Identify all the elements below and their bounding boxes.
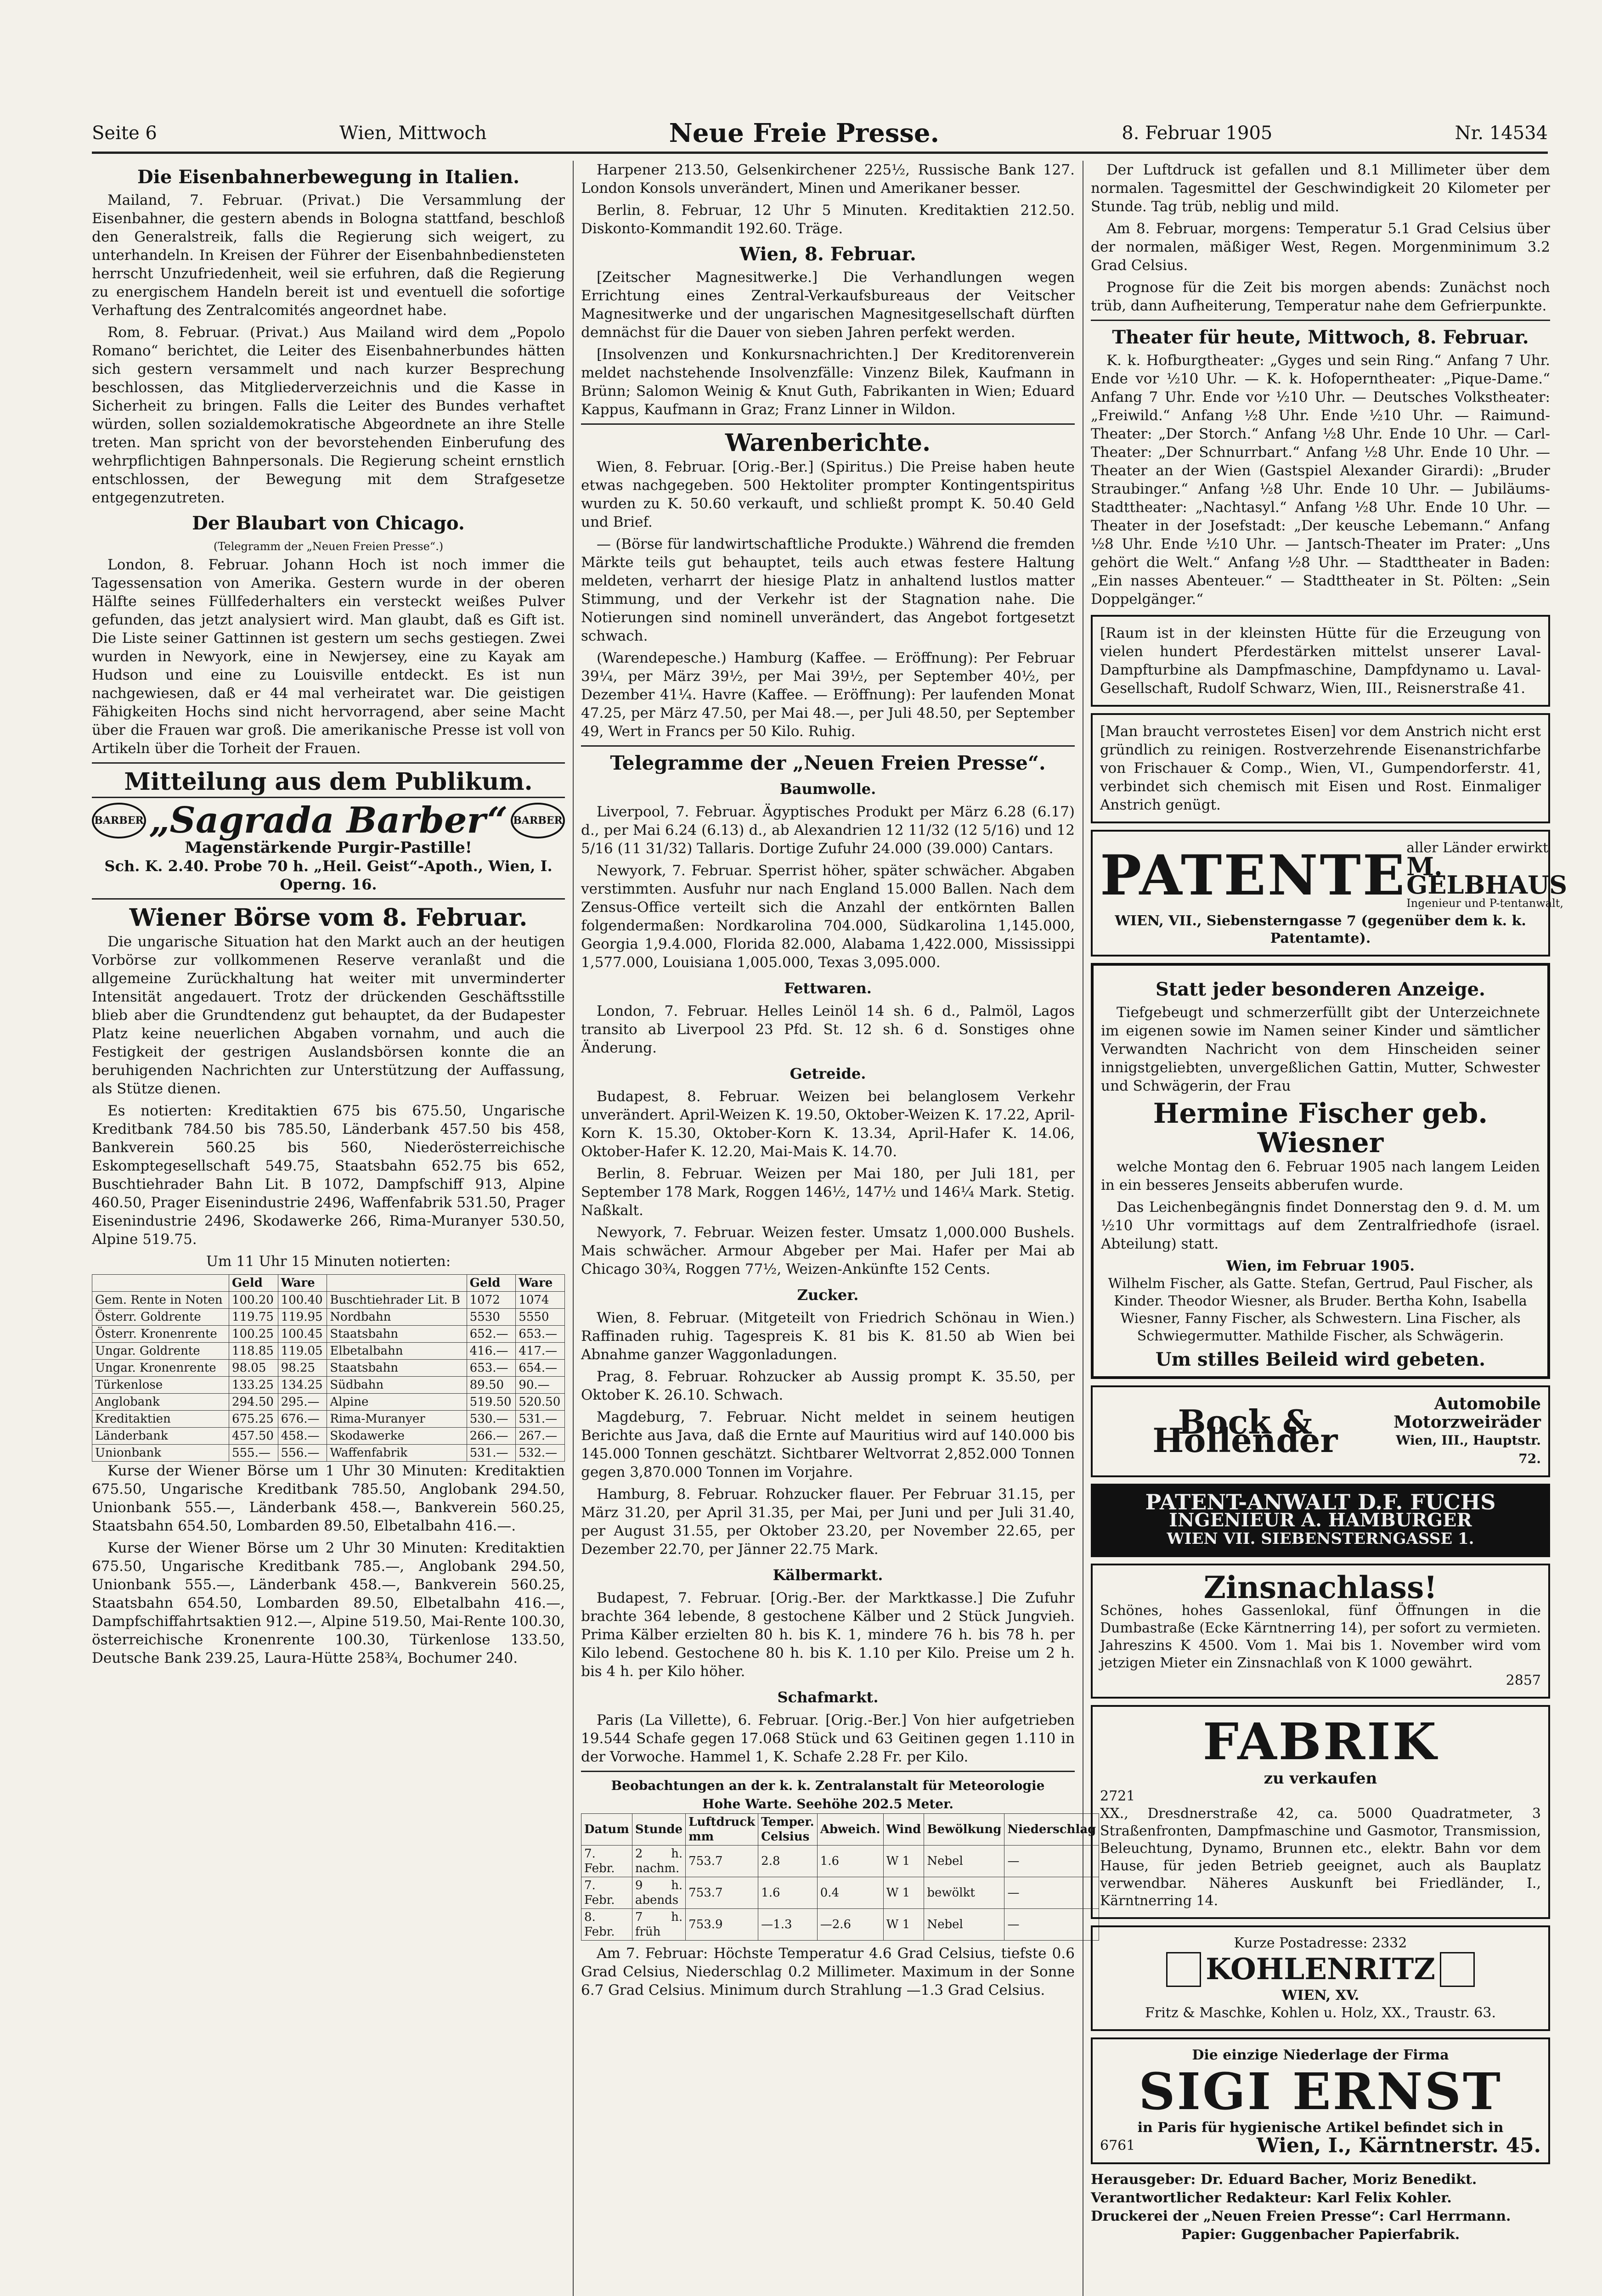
table-cell: 653.— — [467, 1360, 516, 1377]
page-header — [92, 115, 1548, 154]
table-header-cell: Niederschlag — [1004, 1814, 1099, 1846]
table-cell: Nordbahn — [327, 1309, 467, 1326]
table-cell: Kreditaktien — [92, 1411, 229, 1428]
ad-line: Automobile — [1434, 1394, 1541, 1413]
table-header-cell: Bewölkung — [924, 1814, 1004, 1846]
table-cell: 753.7 — [686, 1846, 758, 1877]
ad-title: FABRIK — [1202, 1712, 1438, 1771]
ad-brand: Bock & Hollender — [1152, 1402, 1338, 1460]
notice-footer: Um stilles Beileid wird gebeten. — [1155, 1349, 1486, 1370]
notice-date: Wien, im Februar 1905. — [1226, 1258, 1415, 1274]
table-cell: 118.85 — [229, 1343, 278, 1360]
article-paragraph: Hamburg, 8. Februar. Rohzucker flauer. Per Februar 31.15, per März 31.20, per April 31.35, per Mai, per Juni und per Juli 31.40, per August 31.55, per Oktober 23.20, per November 22.65, per Dezember 22.70, per Jänner 22.75 Mark. — [581, 1486, 1075, 1558]
notice-text: welche Montag den 6. Februar 1905 nach langem Leiden in ein besseres Jenseits abberufen wurde. — [1101, 1159, 1540, 1193]
table-row — [92, 1343, 565, 1360]
article-paragraph: Kurse der Wiener Börse um 2 Uhr 30 Minuten: Kreditaktien 675.50, Ungarische Kreditbank 785.—, Anglobank 294.50, Unionbank 555.—, Länderbank 458.—, Bankverein 560.25, Staatsbahn 654.50, Lombarden 89.50, Elbetalbahn 416.—, Dampfschiffahrtsaktien 912.—, Alpine 519.50, Mai-Rente 100.30, österreichische Kronenrente 100.30, Türkenlose 133.50, Deutsche Bank 239.25, Laura-Hütte 258¾, Bochumer 240. — [92, 1540, 565, 1666]
small-ad — [1091, 713, 1550, 823]
table-cell: Buschtiehrader Lit. B — [327, 1292, 467, 1309]
table-cell: 7. Febr. — [581, 1877, 632, 1909]
divider — [92, 797, 565, 798]
ad-address: WIEN, VII., Siebensterngasse 7 (gegenüber dem k. k. Patentamte). — [1115, 913, 1526, 946]
table-row — [92, 1326, 565, 1343]
place-date: Wien, Mittwoch — [339, 123, 487, 144]
ad-price-line: Sch. K. 2.40. Probe 70 h. „Heil. Geist“-Apoth., Wien, I. Operng. 16. — [104, 857, 553, 893]
table-row — [92, 1411, 565, 1428]
article-paragraph: Wien, 8. Februar. (Mitgeteilt von Friedrich Schönau in Wien.) Raffinaden ruhig. Tagespreis K. 81 bis K. 81.50 ab Wien bei Abnahme ganzer Waggonladungen. — [581, 1310, 1075, 1363]
article-paragraph: Newyork, 7. Februar. Weizen fester. Umsatz 1,000.000 Bushels. Mais schwächer. Armour Abgeber per Mai. Hafer per Mai ab Chicago 30¾, Roggen 77½, Weizen-Ankünfte 152 Cents. — [581, 1224, 1075, 1277]
article-paragraph: Die ungarische Situation hat den Markt auch an der heutigen Vorbörse zur vollkommenen Reserve veranlaßt und die allgemeine Zurückhaltung hat weiter mit unverminderter Intensität angedauert. Trotz der drückenden Geschäftsstille blieb aber die Grundtendenz gut behauptet, da der Budapester Platz keine neuerlichen Abgaben vornahm, und auch die Festigkeit der gestrigen Auslandsbörsen konnte die an beruhigenden Nachrichten zur Unterstützung der Auffassung, als Stütze dienen. — [92, 934, 565, 1097]
table-header-cell — [92, 1275, 229, 1292]
divider — [581, 745, 1075, 747]
column-right — [1091, 161, 1568, 2296]
article-paragraph: Berlin, 8. Februar, 12 Uhr 5 Minuten. Kreditaktien 212.50. Diskonto-Kommandit 192.60. Träge. — [581, 202, 1075, 237]
table-cell: 119.95 — [278, 1309, 327, 1326]
table-cell: 654.— — [516, 1360, 565, 1377]
article-paragraph: [Zeitscher Magnesitwerke.] Die Verhandlungen wegen Errichtung eines Zentral-Verkaufsbureaus der Veitscher Magnesitwerke und der ungarischen Magnesitgesellschaft dürften demnächst für die Dauer von sieben Jahren perfekt werden. — [581, 269, 1075, 341]
table-cell: 1072 — [467, 1292, 516, 1309]
table-header-cell: Ware — [516, 1275, 565, 1292]
table-header-cell: Wind — [883, 1814, 924, 1846]
table-cell: 100.25 — [229, 1326, 278, 1343]
table-row — [92, 1292, 565, 1309]
table-cell: W 1 — [883, 1909, 924, 1941]
article-paragraph: Rom, 8. Februar. (Privat.) Aus Mailand wird dem „Popolo Romano“ berichtet, die Leiter des Eisenbahnerbundes hätten sich gestern versammelt und nach kurzer Besprechung beschlossen, das Mitgliederverzeichnis und die Kasse in Sicherheit zu bringen. Falls die Leiter des Bundes verhaftet würden, sollen sozialdemokratische Abgeordnete an ihre Stelle treten. Man spricht von der bevorstehenden Einberufung des wehrpflichtigen Bahnpersonals. Die Regierung scheint ernstlich entschlossen, der Bewegung mit dem Strafgesetze entgegenzutreten. — [92, 324, 565, 506]
article-paragraph: Harpener 213.50, Gelsenkirchener 225½, Russische Bank 127. London Konsols unverändert, Minen und Amerikaner besser. — [581, 162, 1075, 197]
table-cell: Österr. Kronenrente — [92, 1326, 229, 1343]
ad-line: Kurze Postadresse: 2332 — [1234, 1935, 1407, 1951]
article-paragraph: Budapest, 8. Februar. Weizen bei belanglosem Verkehr unverändert. April-Weizen K. 19.50, Oktober-Weizen K. 17.22, April-Korn K. 15.30, Oktober-Korn K. 13.34, April-Hafer K. 14.06, Oktober-Hafer K. 12.20, Mai-Mais K. 14.70. — [581, 1088, 1075, 1160]
table-cell: 295.— — [278, 1394, 327, 1411]
table-cell: 0.4 — [817, 1877, 883, 1909]
patente-ad — [1091, 830, 1568, 957]
subsection-title: Kälbermarkt. — [773, 1566, 883, 1584]
column-middle — [581, 161, 1096, 2296]
article-paragraph: Es notierten: Kreditaktien 675 bis 675.50, Ungarische Kreditbank 784.50 bis 785.50, Länderbank 457.50 bis 458, Bankverein 560.25 bis 560, Niederösterreichische Eskomptegesellschaft 549.75, Staatsbahn 652.75 bis 652, Buschtiehrader Bahn Lit. B 1072, Dampfschiff 913, Alpine 460.50, Prager Eisenindustrie 2496, Waffenfabrik 531.50, Prager Eisenindustrie 2496, Skodawerke 266, Rima-Muranyer 530.50, Alpine 519.75. — [92, 1103, 565, 1248]
weather-table-subtitle: Hohe Warte. Seehöhe 202.5 Meter. — [702, 1796, 953, 1812]
ad-title: Zinsnachlass! — [1203, 1570, 1438, 1605]
ad-brand: PATENTE — [1100, 843, 1407, 908]
zinsnachlass-ad — [1091, 1564, 1550, 1699]
table-cell: 530.— — [467, 1411, 516, 1428]
table-cell: 8. Febr. — [581, 1909, 632, 1941]
article-paragraph: Der Luftdruck ist gefallen und 8.1 Millimeter über dem normalen. Tagesmittel der Geschwindigkeit 20 Kilometer per Stunde. Tag trüb, neblig und mild. — [1091, 162, 1550, 215]
ad-number: 2857 — [1506, 1672, 1541, 1688]
table-cell: Nebel — [924, 1909, 1004, 1941]
divider — [92, 762, 565, 764]
table-cell: 457.50 — [229, 1428, 278, 1445]
hammer-icon — [1166, 1952, 1201, 1987]
divider — [1091, 320, 1550, 321]
ad-subtitle: zu verkaufen — [1264, 1769, 1377, 1788]
table-cell: Elbetalbahn — [327, 1343, 467, 1360]
table-cell: Türkenlose — [92, 1377, 229, 1394]
article-paragraph: Budapest, 7. Februar. [Orig.-Ber. der Marktkasse.] Die Zufuhr brachte 364 lebende, 8 gestochene Kälber und 2 Stück Jungvieh. Prima Kälber erzielten 80 h. bis K. 1, mindere 76 h. bis 78 h. per Kilo lebend. Gestochene 80 h. bis K. 1.10 per Kilo. Preise um 2 h. bis 4 h. per Kilo höher. — [581, 1590, 1075, 1680]
weather-table — [581, 1813, 1099, 1941]
ad-brand: „Sagrada Barber“ — [149, 799, 508, 841]
table-header-cell: Geld — [229, 1275, 278, 1292]
ad-address: WIEN VII. SIEBENSTERNGASSE 1. — [1167, 1530, 1474, 1548]
subsection-title: Zucker. — [797, 1286, 859, 1304]
issue-date: 8. Februar 1905 — [1122, 123, 1273, 144]
table-cell: Unionbank — [92, 1445, 229, 1462]
kohlenritz-ad — [1091, 1925, 1550, 2031]
ad-line: Die einzige Niederlage der Firma — [1192, 2047, 1449, 2063]
divider — [581, 1771, 1075, 1772]
table-cell: Österr. Goldrente — [92, 1309, 229, 1326]
imprint-line: Druckerei der „Neuen Freien Presse“: Carl Herrmann. — [1091, 2208, 1511, 2224]
divider — [92, 898, 565, 900]
section-title: Wiener Börse vom 8. Februar. — [129, 904, 528, 932]
table-cell: 458.— — [278, 1428, 327, 1445]
article-paragraph: Newyork, 7. Februar. Sperrist höher, später schwächer. Abgaben verstimmten. Ausfuhr nur nach England 15.000 Ballen. Nach dem Zensus-Office verteilt sich die Anzahl der entkörnten Ballen folgendermaßen: Nordkarolina 704.000, Südkarolina 1,145.000, Georgia 1,9.4.000, Florida 82.000, Alabama 1,422.000, Mississippi 1,577.000, Louisiana 1,005.000, Texas 3,095.000. — [581, 862, 1075, 971]
column-left — [92, 161, 565, 2296]
table-cell: W 1 — [883, 1846, 924, 1877]
table-cell: 676.— — [278, 1411, 327, 1428]
ad-line: Fritz & Maschke, Kohlen u. Holz, XX., Traustr. 63. — [1145, 2005, 1496, 2021]
table-header-cell: Temper. Celsius — [758, 1814, 818, 1846]
table-header-cell: Ware — [278, 1275, 327, 1292]
table-row — [92, 1360, 565, 1377]
table-cell: 5550 — [516, 1309, 565, 1326]
table-cell: 532.— — [516, 1445, 565, 1462]
ad-number: 2721 — [1100, 1788, 1135, 1804]
table-row — [581, 1909, 1099, 1941]
ad-line: INGENIEUR A. HAMBURGER — [1169, 1509, 1472, 1531]
article-paragraph: Liverpool, 7. Februar. Ägyptisches Produkt per März 6.28 (6.17) d., per Mai 6.24 (6.13) d., ab Alexandrien 12 11/32 (12 5/16) und 12 5/16 (11 31/32) Tallaris. Dortige Zufuhr 24.000 (39.000) Cantars. — [581, 804, 1075, 857]
table-cell: — — [1004, 1846, 1099, 1877]
imprint-line: Papier: Guggenbacher Papierfabrik. — [1181, 2227, 1460, 2243]
section-title: Theater für heute, Mittwoch, 8. Februar. — [1112, 326, 1529, 348]
table-cell: — — [1004, 1877, 1099, 1909]
table-cell: 555.— — [229, 1445, 278, 1462]
small-ad — [1091, 615, 1550, 707]
notice-signatures: Wilhelm Fischer, als Gatte. Stefan, Gertrud, Paul Fischer, als Kinder. Theodor Wiesner, als Bruder. Bertha Kohn, Isabella Wiesner, Fanny Fischer, als Schwestern. Lina Fischer, als Schwiegermutter. Mathilde Fischer, als Schwägerin. — [1108, 1276, 1533, 1344]
table-caption: Um 11 Uhr 15 Minuten notierten: — [206, 1253, 451, 1270]
hammer-icon — [1440, 1952, 1475, 1987]
table-cell: 133.25 — [229, 1377, 278, 1394]
article-paragraph: — (Börse für landwirtschaftliche Produkte.) Während die fremden Märkte teils gut behauptet, teils auch etwas festere Haltung meldeten, verharrt der hiesige Platz in anhaltend lustlos matter Stimmung, und der Verkehr ist der Stagnation nahe. Die Notierungen sind nominell unverändert, das Angebot fortgesetzt schwach. — [581, 536, 1075, 644]
ad-line: Motorzweiräder — [1393, 1412, 1541, 1432]
column-divider — [573, 161, 574, 2296]
imprint-line: Verantwortlicher Redakteur: Karl Felix Kohler. — [1091, 2190, 1452, 2206]
issue-number: Nr. 14534 — [1455, 123, 1548, 144]
weather-table-title: Beobachtungen an der k. k. Zentralanstalt für Meteorologie — [611, 1778, 1045, 1793]
table-cell: 98.25 — [278, 1360, 327, 1377]
table-cell: Rima-Muranyer — [327, 1411, 467, 1428]
article-subtitle: (Telegramm der „Neuen Freien Presse“.) — [213, 540, 444, 553]
table-cell: 7. Febr. — [581, 1846, 632, 1877]
ad-line: PATENT-ANWALT D.F. FUCHS — [1145, 1490, 1496, 1514]
article-paragraph: Magdeburg, 7. Februar. Nicht meldet in seinem heutigen Berichte aus Java, daß die Ernte auf Mauritius wird auf 140.000 bis 145.000 Tonnen geschätzt. Sichtbarer Weltvorrat 2,852.000 Tonnen gegen 3,870.000 Tonnen im Vorjahre. — [581, 1409, 1075, 1480]
section-title: Telegramme der „Neuen Freien Presse“. — [610, 752, 1046, 774]
ad-name: M. GELBHAUS — [1406, 852, 1568, 900]
table-header-row — [92, 1275, 565, 1292]
table-cell: Waffenfabrik — [327, 1445, 467, 1462]
notice-text: Tiefgebeugt und schmerzerfüllt gibt der Unterzeichnete im eigenen sowie im Namen seiner Kinder und sämtlicher Verwandten Nachricht von dem Hinscheiden seiner innigstgeliebten, unvergeßlichen Gattin, Mutter, Schwester und Schwägerin, der Frau — [1101, 1004, 1540, 1094]
table-cell: 1.6 — [817, 1846, 883, 1877]
article-paragraph: Kurse der Wiener Börse um 1 Uhr 30 Minuten: Kreditaktien 675.50, Ungarische Kreditbank 785.50, Anglobank 294.50, Unionbank 555.—, Länderbank 458.—, Bankverein 560.25, Staatsbahn 654.50, Lombarden 89.50, Elbetalbahn 416.—. — [92, 1463, 565, 1534]
theater-listing: K. k. Hofburgtheater: „Gyges und sein Ring.“ Anfang 7 Uhr. Ende vor ½10 Uhr. — K. k. Hofoperntheater: „Pique-Dame.“ Anfang 7 Uhr. Ende vor ½10 Uhr. — Deutsches Volkstheater: „Freiwild.“ Anfang ½8 Uhr. Ende ½10 Uhr. — Raimund-Theater: „Der Storch.“ Anfang ½8 Uhr. Ende 10 Uhr. — Carl-Theater: „Der Schnurrbart.“ Anfang ½8 Uhr. Ende 10 Uhr. — Theater an der Wien (Gastspiel Alexander Girardi): „Bruder Straubinger.“ Anfang ½8 Uhr. Ende 10 Uhr. — Jubiläums-Stadttheater: „Nachtasyl.“ Anfang ½8 Uhr. Ende 10 Uhr. — Theater in der Josefstadt: „Der keusche Lebemann.“ Anfang ½8 Uhr. Ende ½10 Uhr. — Jantsch-Theater im Prater: „Uns gehört die Welt.“ Anfang ½8 Uhr. — Stadttheater in Baden: „Ein nasses Abenteuer.“ — Stadttheater in St. Pölten: „Sein Doppelgänger.“ — [1091, 352, 1550, 608]
table-cell: Nebel — [924, 1846, 1004, 1877]
table-cell: 89.50 — [467, 1377, 516, 1394]
table-cell: Staatsbahn — [327, 1360, 467, 1377]
table-row — [581, 1846, 1099, 1877]
table-row — [92, 1309, 565, 1326]
table-cell: 1074 — [516, 1292, 565, 1309]
table-cell: —1.3 — [758, 1909, 818, 1941]
ad-text: Schönes, hohes Gassenlokal, fünf Öffnungen in die Dumbastraße (Ecke Kärntnerring 14), per sofort zu vermieten. Jahreszins K 4500. Vom 1. Mai bis 1. November wird vom jetzigen Mieter ein Zinsnachlaß von K 1000 gewährt. — [1100, 1603, 1541, 1671]
table-header-cell: Abweich. — [817, 1814, 883, 1846]
table-cell: —2.6 — [817, 1909, 883, 1941]
subsection-title: Schafmarkt. — [777, 1688, 879, 1706]
ad-claim: Magenstärkende Purgir-Pastille! — [185, 838, 472, 857]
ad-number: 6761 — [1100, 2138, 1135, 2154]
table-cell: 653.— — [516, 1326, 565, 1343]
table-cell: 119.75 — [229, 1309, 278, 1326]
ad-text: XX., Dresdnerstraße 42, ca. 5000 Quadratmeter, 3 Straßenfronten, Dampfmaschine und Gasmotor, Transmission, Beleuchtung, Dynamo, Brunnen etc., elektr. Bahn vor dem Hause, für jeden Betrieb geeignet, auch als Bauplatz verwendbar. Näheres Auskunft bei Friedländer, I., Kärntnerring 14. — [1100, 1806, 1541, 1909]
ad-address: Wien, III., Hauptstr. 72. — [1396, 1433, 1541, 1466]
page-number: Seite 6 — [92, 123, 157, 144]
ad-address: WIEN, XV. — [1281, 1987, 1359, 2003]
section-title: Mitteilung aus dem Publikum. — [124, 768, 533, 796]
table-cell: 266.— — [467, 1428, 516, 1445]
notice-title: Statt jeder besonderen Anzeige. — [1156, 979, 1485, 1000]
table-cell: Ungar. Kronenrente — [92, 1360, 229, 1377]
imprint — [1091, 2171, 1550, 2244]
table-cell: Skodawerke — [327, 1428, 467, 1445]
ad-text: [Man braucht verrostetes Eisen] vor dem Anstrich nicht erst gründlich zu reinigen. Rostverzehrende Eisenanstrichfarbe von Frischauer & Comp., Wien, VI., Gumpendorferstr. 41, verbindet sich chemisch mit Eisen und Rost. Einmaliger Anstrich genügt. — [1100, 723, 1541, 813]
table-cell: 556.— — [278, 1445, 327, 1462]
ad-brand: SIGI ERNST — [1139, 2062, 1502, 2121]
table-cell: 652.— — [467, 1326, 516, 1343]
table-cell: 1.6 — [758, 1877, 818, 1909]
divider — [581, 423, 1075, 425]
table-cell: 267.— — [516, 1428, 565, 1445]
ad-line: Ingenieur und P-tentanwalt, — [1406, 897, 1564, 910]
section-title: Warenberichte. — [725, 429, 931, 457]
table-header-cell: Datum — [581, 1814, 632, 1846]
table-cell: Südbahn — [327, 1377, 467, 1394]
table-header-cell — [327, 1275, 467, 1292]
bock-hollender-ad — [1091, 1385, 1550, 1477]
notice-name: Hermine Fischer geb. Wiesner — [1153, 1097, 1488, 1159]
table-cell: bewölkt — [924, 1877, 1004, 1909]
article-paragraph: Prag, 8. Februar. Rohzucker ab Aussig prompt K. 35.50, per Oktober K. 26.10. Schwach. — [581, 1368, 1075, 1403]
table-row — [92, 1394, 565, 1411]
article-title: Der Blaubart von Chicago. — [192, 512, 465, 534]
table-cell: 753.7 — [686, 1877, 758, 1909]
table-cell: 5530 — [467, 1309, 516, 1326]
table-cell: Ungar. Goldrente — [92, 1343, 229, 1360]
table-cell: Staatsbahn — [327, 1326, 467, 1343]
table-row — [92, 1445, 565, 1462]
barber-logo-icon: BARBER — [511, 803, 565, 838]
table-header-row — [581, 1814, 1099, 1846]
table-cell: — — [1004, 1909, 1099, 1941]
table-cell: 134.25 — [278, 1377, 327, 1394]
sigi-ernst-ad — [1091, 2037, 1550, 2164]
article-paragraph: (Warendepesche.) Hamburg (Kaffee. — Eröffnung): Per Februar 39¼, per März 39½, per Mai 39½, per September 40½, per Dezember 41¼. Havre (Kaffee. — Eröffnung): Per laufenden Monat 47.25, per März 47.50, per Mai 48.—, per Juli 48.50, per September 49, Wert in Francs per 50 Kilo. Ruhig. — [581, 650, 1075, 740]
ad-line: in Paris für hygienische Artikel befindet sich in — [1137, 2120, 1504, 2136]
table-row — [581, 1877, 1099, 1909]
article-title: Die Eisenbahnerbewegung in Italien. — [137, 166, 520, 188]
table-cell: 417.— — [516, 1343, 565, 1360]
table-cell: 531.— — [516, 1411, 565, 1428]
sagrada-ad — [92, 799, 565, 894]
table-cell: 100.45 — [278, 1326, 327, 1343]
table-cell: Anglobank — [92, 1394, 229, 1411]
table-cell: 294.50 — [229, 1394, 278, 1411]
table-cell: Gem. Rente in Noten — [92, 1292, 229, 1309]
ad-brand: KOHLENRITZ — [1206, 1952, 1435, 1986]
table-header-cell: Geld — [467, 1275, 516, 1292]
table-cell: W 1 — [883, 1877, 924, 1909]
table-cell: Alpine — [327, 1394, 467, 1411]
death-notice — [1091, 963, 1550, 1379]
article-paragraph: London, 7. Februar. Helles Leinöl 14 sh. 6 d., Palmöl, Lagos transito ab Liverpool 23 Pfd. St. 12 sh. 6 d. Sonstiges ohne Änderung. — [581, 1003, 1075, 1056]
table-row — [92, 1377, 565, 1394]
fabrik-ad — [1091, 1705, 1550, 1919]
table-row — [92, 1428, 565, 1445]
table-cell: 519.50 — [467, 1394, 516, 1411]
article-paragraph: Wien, 8. Februar. [Orig.-Ber.] (Spiritus.) Die Preise haben heute etwas nachgegeben. 500 Hektoliter prompter Kontingentspiritus wurden zu K. 50.60 verkauft, und schließt prompt K. 50.40 Geld und Brief. — [581, 459, 1075, 530]
table-cell: 90.— — [516, 1377, 565, 1394]
table-cell: 753.9 — [686, 1909, 758, 1941]
stock-table — [92, 1274, 565, 1462]
barber-logo-icon: BARBER — [92, 803, 146, 838]
table-cell: 520.50 — [516, 1394, 565, 1411]
article-paragraph: London, 8. Februar. Johann Hoch ist noch immer die Tagessensation von Amerika. Gestern wurde in der oberen Hälfte seines Füllfederhalters ein versteckt weißes Pulver gefunden, das jetzt analysiert wird. Man glaubt, daß es Gift ist. Die Liste seiner Gattinnen ist gestern um sechs gestiegen. Zwei wurden in Newyork, eine in Newjersey, eine zu Kayak am Hudson und eine zu Louisville entdeckt. Es ist nun nachgewiesen, daß er 44 mal verheiratet war. Die geistigen Fähigkeiten Hochs sind nicht hervorragend, aber seine Macht über die Frauen war groß. Die amerikanische Presse ist voll von Artikeln über die Torheit der Frauen. — [92, 557, 565, 757]
table-cell: 100.20 — [229, 1292, 278, 1309]
table-cell: 7 h. früh — [632, 1909, 685, 1941]
ad-line: aller Länder erwirkt — [1406, 840, 1548, 856]
notice-text: Das Leichenbegängnis findet Donnerstag den 9. d. M. um ½10 Uhr vormittags auf dem Zentralfriedhofe (israel. Abteilung) statt. — [1101, 1199, 1540, 1252]
table-cell: 119.05 — [278, 1343, 327, 1360]
subsection-title: Baumwolle. — [779, 780, 876, 798]
table-cell: 2 h. nachm. — [632, 1846, 685, 1877]
table-cell: 9 h. abends — [632, 1877, 685, 1909]
article-paragraph: Paris (La Villette), 6. Februar. [Orig.-Ber.] Von hier aufgetrieben 19.544 Schafe gegen 17.068 Stück und 63 Geitinen gegen 1.110 in der Vorwoche. Hammel 1, K. Schafe 2.28 Fr. per Kilo. — [581, 1712, 1075, 1765]
article-paragraph: [Insolvenzen und Konkursnachrichten.] Der Kreditorenverein meldet nachstehende Insolvenzfälle: Vinzenz Bilek, Kaufmann in Brünn; Salomon Weinig & Knut Guth, Fabrikanten in Wien; Eduard Kappus, Kaufmann in Graz; Franz Linner in Wildon. — [581, 346, 1075, 418]
ad-text: [Raum ist in der kleinsten Hütte für die Erzeugung von vielen hundert Pferdestärken mittelst unserer Laval-Dampfturbine als Dampfmaschine, Dampfdynamo u. Laval-Gesellschaft, Rudolf Schwarz, Wien, III., Reisnerstraße 41. — [1100, 625, 1541, 697]
fuchs-ad — [1091, 1484, 1550, 1557]
ad-address: Wien, I., Kärntnerstr. 45. — [1256, 2134, 1541, 2157]
masthead: Neue Freie Presse. — [669, 118, 940, 148]
table-header-cell: Luftdruck mm — [686, 1814, 758, 1846]
table-cell: 531.— — [467, 1445, 516, 1462]
table-cell: 2.8 — [758, 1846, 818, 1877]
subsection-title: Fettwaren. — [784, 979, 872, 997]
article-paragraph: Prognose für die Zeit bis morgen abends: Zunächst noch trüb, dann Aufheiterung, Temperatur nahe dem Gefrierpunkte. — [1091, 279, 1550, 314]
imprint-line: Herausgeber: Dr. Eduard Bacher, Moriz Benedikt. — [1091, 2172, 1477, 2188]
subsection-title: Getreide. — [790, 1065, 866, 1082]
article-paragraph: Berlin, 8. Februar. Weizen per Mai 180, per Juli 181, per September 178 Mark, Roggen 146½, 147½ und 146¼ Mark. Stetig. Naßkalt. — [581, 1165, 1075, 1219]
article-paragraph: Am 7. Februar: Höchste Temperatur 4.6 Grad Celsius, tiefste 0.6 Grad Celsius, Niederschlag 0.2 Millimeter. Maximum in der Sonne 6.7 Grad Celsius. Minimum durch Strahlung —1.3 Grad Celsius. — [581, 1945, 1075, 1998]
section-title: Wien, 8. Februar. — [739, 243, 916, 265]
table-cell: 100.40 — [278, 1292, 327, 1309]
table-cell: Länderbank — [92, 1428, 229, 1445]
table-cell: 98.05 — [229, 1360, 278, 1377]
article-paragraph: Am 8. Februar, morgens: Temperatur 5.1 Grad Celsius über der normalen, mäßiger West, Regen. Morgenminimum 3.2 Grad Celsius. — [1091, 220, 1550, 274]
table-cell: 675.25 — [229, 1411, 278, 1428]
table-header-cell: Stunde — [632, 1814, 685, 1846]
table-cell: 416.— — [467, 1343, 516, 1360]
article-paragraph: Mailand, 7. Februar. (Privat.) Die Versammlung der Eisenbahner, die gestern abends in Bologna stattfand, beschloß den Generalstreik, falls die Regierung sich weigert, zu unterhandeln. In Kreisen der Führer der Eisenbahnbediensteten herrscht Unzufriedenheit, weil sie erfuhren, daß die Regierung zu energischem Handeln bereit ist und eventuell die sofortige Verhaftung des Zentralcomités angeordnet habe. — [92, 192, 565, 319]
